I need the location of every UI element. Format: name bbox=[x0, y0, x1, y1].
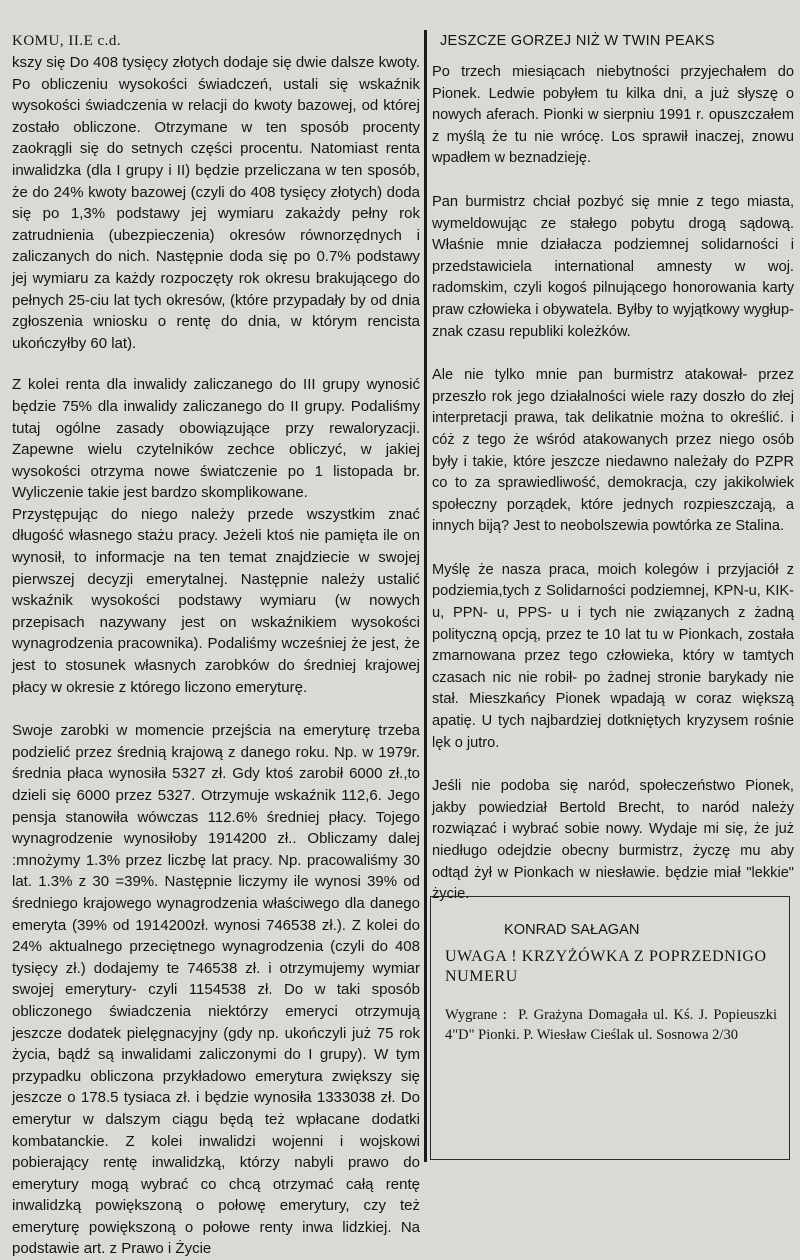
right-paragraph-5: Jeśli nie podoba się naród, społeczeństwo Pionek, jakby powiedział Bertold Brecht, to naród należy rozwiązać i wybrać sobie nowy. Wydaje mi się, że już niedługo odejdzie obecny burmistrz, życzę mu aby odtąd żył w Pionkach w niesławie. będzie miał "lekkie" życie. bbox=[432, 778, 794, 903]
winners-list: P. Grażyna Domagała ul. Kś. J. Popieuszki 4"D" Pionki. P. Wiesław Cieślak ul. Sosnowa 2/30 bbox=[445, 1007, 777, 1043]
right-paragraph-2: Pan burmistrz chciał pozbyć się mnie z tego miasta, wymeldowując ze stałego pobytu drogą sądową. Właśnie mnie działacza podziemnej solidarności i przedstawiciela international amnesty w woj. radomskim, czyli kogoś pilnującego honorowania karty praw człowieka i obywatela. Byłby to wyjątkowy wygłup- znak czasu republiki koleżków. bbox=[432, 193, 794, 340]
crossword-notice-box bbox=[430, 896, 790, 1160]
left-paragraph-2: Z kolei renta dla inwalidy zaliczanego do III grupy wynosić będzie 75% dla inwalidy zaliczanego do II grupy. Podaliśmy tutaj ogólne zasady obowiązujące przy rewaloryzacji. Zapewne wielu czytelników zechce obliczyć, w jakiej wysokości otrzyma nowe światczenie po 1 listopada br. Wyliczenie takie jest bardzo skomplikowane. bbox=[12, 376, 420, 502]
article-signature: KONRAD SAŁAGAN bbox=[504, 921, 640, 938]
notice-body bbox=[445, 1005, 777, 1045]
right-paragraph-3: Ale nie tylko mnie pan burmistrz atakował- przez przeszło rok jego działalności wiele razy doszło do złej interpretacji prawa, tak delikatnie można to określić. i cóż z tego że wśród atakowanych przez niego osób były i takie, które jeszcze niedawno należały do PZPR co to za sprawiedliwość, demokracja, czy jakikolwiek społeczny porządek, które jednych rozpieszczają, a innych biją? Jest to neobolszewia powtórka ze Stalina. bbox=[432, 367, 794, 535]
column-divider bbox=[424, 30, 427, 1162]
left-paragraph-3: Przystępując do niego należy przede wszystkim znać długość własnego stażu pracy. Jeżeli ktoś nie pamięta ile on wynosił, to informacje na ten temat znajdziecie w swojej pierwszej decyzji emerytalnej. Następnie należy ustalić wskaźnik wysokości podstawy wymiaru (w nowych przepisach nazywany jest on wskaźnikiem wysokości wynagrodzenia pracownika). Podaliśmy wcześniej że jest, że jest to stosunek własnych zarobków do średniej krajowej płacy w okresie z którego liczono emeryturę. bbox=[12, 505, 420, 696]
left-paragraph-4: Swoje zarobki w momencie przejścia na emeryturę trzeba podzielić przez średnią krajową z danego roku. Np. w 1979r. średnia płaca wynosiła 5327 zł. Gdy ktoś zarobił 6000 zł.,to dzieli się 6000 przez 5327. Otrzymuje wskaźnik 112,6. Jego pensja stanowiła wówczas 112.6% średniej płacy. Tojego wynagrodzenie wynosiłoby 1914200 zł.. Obliczamy dalej :mnożymy 1.3% przez liczbę lat pracy. Np. pracowaliśmy 30 lat. 1.3% z 30 =39%. Następnie liczymy ile wynosi 39% od średniego krajowego wynagrodzenia właściwego dla danego emeryta (39% od 1914200zł. wynosi 746538 zł.). Z kolei do 24% aktualnego przeciętnego wynagrodzenia (czyli do 408 tysięcy zł.) dodajemy te 746538 zł. i otrzymujemy wymiar swojej emerytury- czyli 1154538 zł. Do w taki sposób obliczonego świadczenia niektórzy emeryci otrzymują jeszcze dodatek pielęgnacyjny (gdy np. ukończyli już 75 rok życia, bądź są inwalidami zaliczonymi do I grupy). W tym przypadku obliczona przykładowo emerytura zwiększy się jeszcze o 178.5 tysiaca zł. i będzie wynosiła 1333038 zł. Do emerytur w dalszym ciągu będą też wpłacane dodatki kombatanckie. Z kolei inwalidzi wojenni i wojskowi pobierający rentę inwalidzką, którzy nabyli prawo do emerytury mogą wybrać co chcą otrzymać całą rentę inwalidzką powiększoną o połowę emerytury, czy też emeryturę powiększoną o połowe renty inwa lidzkiej. Na podstawie art. z Prawo i Życie bbox=[12, 722, 420, 1258]
right-column-heading: JESZCZE GORZEJ NIŻ W TWIN PEAKS bbox=[440, 33, 715, 49]
left-paragraph-1: kszy się Do 408 tysięcy złotych dodaje się dwie dalsze kwoty. Po obliczeniu wysokości świadczeń, ustali się wskaźnik wysokości świadczenia w relacji do kwoty bazowej, od której zostało obliczone. Otrzymane w ten sposób procenty zaokrągli się do setnych części procentu. Natomiast renta inwalidzka (dla I grupy i II) będzie przeliczana w ten sposób, że do 24% kwoty bazowej (czyli do 408 tysięcy złotych) doda się po 1,3% podstawy jej wymiaru zakażdy pełny rok zatrudnienia (ubezpieczenia) okresów równorzędnych i zaliczanych do nich. Następnie doda się po 0.7% podstawy jej wymiaru za każdy rozpoczęty rok okresu brakującego do pełnych 25-ciu lat tych okresów, (które przypadały by od dnia zgłoszenia wniosku o rentę do dnia, w którym rencista ukończyłby 60 lat). bbox=[12, 54, 420, 352]
left-column-heading: KOMU, II.E c.d. bbox=[12, 33, 122, 49]
notice-title: UWAGA ! KRZYŻÓWKA Z POPRZEDNIGO NUMERU bbox=[445, 948, 767, 985]
left-column bbox=[12, 30, 420, 1260]
winners-label: Wygrane : bbox=[445, 1007, 507, 1023]
right-column bbox=[432, 30, 794, 941]
right-paragraph-1: Po trzech miesiącach niebytności przyjechałem do Pionek. Ledwie pobyłem tu kilka dni, a już słyszę o nowych aferach. Pionki w sierpniu 1991 r. opuszczałem z myślą że tu nie wrócę. Los sprawił inaczej, znowu wpadłem w beznadzieję. bbox=[432, 64, 794, 167]
right-paragraph-4: Myślę że nasza praca, moich kolegów i przyjaciół z podziemia,tych z Solidarności podziemnej, KPN-u, KIK- u, PPN- u, PPS- u i tych nie związanych z żadną polityczną opcją, przez te 10 lat tu w Pionkach, została zmarnowana przez tego człowieka, który w tamtych czasach nic nie robił- po żadnej stronie barykady nie stał. Mieszkańcy Pionek wpadają w coraz większą apatię. U tych najbardziej dotkniętych kryzysem rośnie lęk o jutro. bbox=[432, 561, 794, 751]
